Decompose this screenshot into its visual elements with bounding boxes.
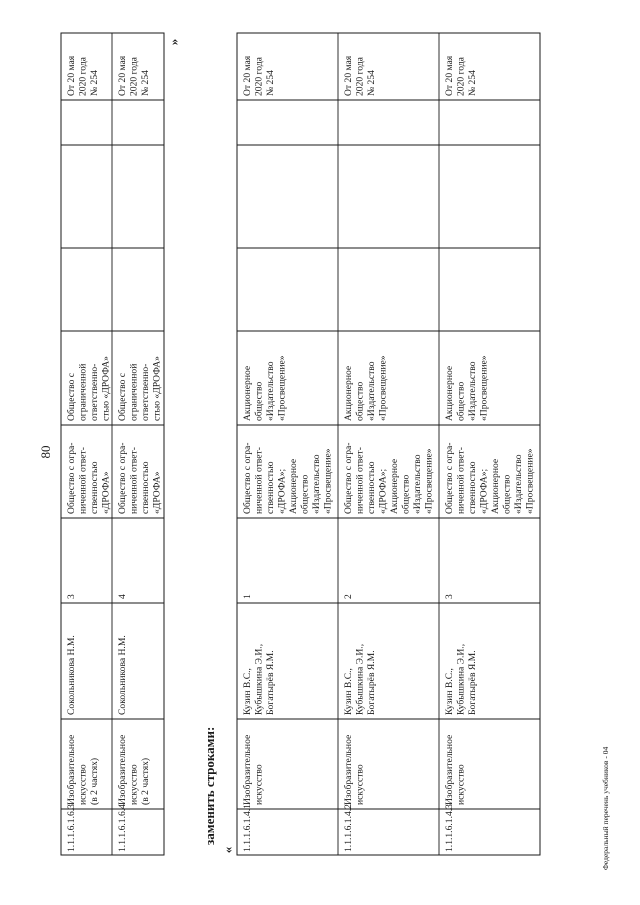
row-order: От 20 мая 2020 года № 254 <box>66 55 100 96</box>
table-bottom-row-1 <box>242 53 334 852</box>
table-bottom <box>237 33 540 855</box>
row-publisher-new: Акционерное общество «Издательство «Просвещение» <box>343 355 389 421</box>
row-author: Кузин В.С., Кубышкина Э.И., Богатырёв Я.М. <box>343 643 377 715</box>
row-order: От 20 мая 2020 года № 254 <box>343 55 377 96</box>
row-author: Кузин В.С., Кубышкина Э.И., Богатырёв Я.М. <box>242 643 276 715</box>
row-code: 1.1.1.6.1.6.4 <box>117 804 128 852</box>
row-publisher-new: Общество с ограниченной ответственно- стью «ДРОФА» <box>117 356 163 421</box>
table-bottom-row-2 <box>343 53 435 852</box>
row-publisher-new: Акционерное общество «Издательство «Просвещение» <box>444 355 490 421</box>
row-order: От 20 мая 2020 года № 254 <box>444 55 478 96</box>
row-grade: 3 <box>66 594 77 599</box>
close-quote: » <box>166 38 181 46</box>
row-grade: 4 <box>117 594 128 599</box>
row-author: Кузин В.С., Кубышкина Э.И., Богатырёв Я.М. <box>444 643 478 715</box>
row-code: 1.1.1.6.1.6.3 <box>66 804 77 852</box>
table-bottom-frame <box>237 33 540 855</box>
instruction-text: заменить строками: <box>202 726 217 845</box>
row-subject: Изобразительное искусство <box>343 734 366 805</box>
table-top <box>61 33 164 855</box>
row-publisher-new: Общество с ограниченной ответственно- стью «ДРОФА» <box>66 356 112 421</box>
row-subject: Изобразительное искусство (в 2 частях) <box>117 734 151 805</box>
row-code: 1.1.1.6.1.4.1 <box>242 804 253 852</box>
row-author: Сокольникова Н.М. <box>117 635 128 715</box>
open-quote: « <box>220 846 235 854</box>
row-code: 1.1.1.6.1.4.3 <box>444 804 455 852</box>
row-publisher-old: Общество с огра- ниченной ответ- ственностью «ДРОФА»; Акционерное общество «Издательство «Просвещение» <box>343 442 435 514</box>
page-number: 80 <box>38 445 53 459</box>
row-subject: Изобразительное искусство (в 2 частях) <box>66 734 100 805</box>
row-subject: Изобразительное искусство <box>242 734 265 805</box>
row-publisher-old: Общество с огра- ниченной ответ- ственностью «ДРОФА»; Акционерное общество «Издательство «Просвещение» <box>242 442 334 514</box>
table-top-row-1 <box>66 53 112 852</box>
row-grade: 3 <box>444 594 455 599</box>
row-order: От 20 мая 2020 года № 254 <box>242 55 276 96</box>
row-publisher-old: Общество с огра- ниченной ответ- ственностью «ДРОФА» <box>117 442 163 514</box>
row-order: От 20 мая 2020 года № 254 <box>117 55 151 96</box>
table-bottom-row-3 <box>444 53 536 852</box>
row-author: Сокольникова Н.М. <box>66 635 77 715</box>
row-publisher-new: Акционерное общество «Издательство «Просвещение» <box>242 355 288 421</box>
row-grade: 1 <box>242 594 253 599</box>
row-publisher-old: Общество с огра- ниченной ответ- ственностью «ДРОФА»; Акционерное общество «Издательство «Просвещение» <box>444 442 536 514</box>
row-subject: Изобразительное искусство <box>444 734 467 805</box>
row-grade: 2 <box>343 594 354 599</box>
table-top-row-2 <box>117 53 163 852</box>
row-code: 1.1.1.6.1.4.2 <box>343 804 354 852</box>
row-publisher-old: Общество с огра- ниченной ответ- ственностью «ДРОФА» <box>66 442 112 514</box>
footer-text: Федеральный перечень учебников - 04 <box>601 746 610 870</box>
